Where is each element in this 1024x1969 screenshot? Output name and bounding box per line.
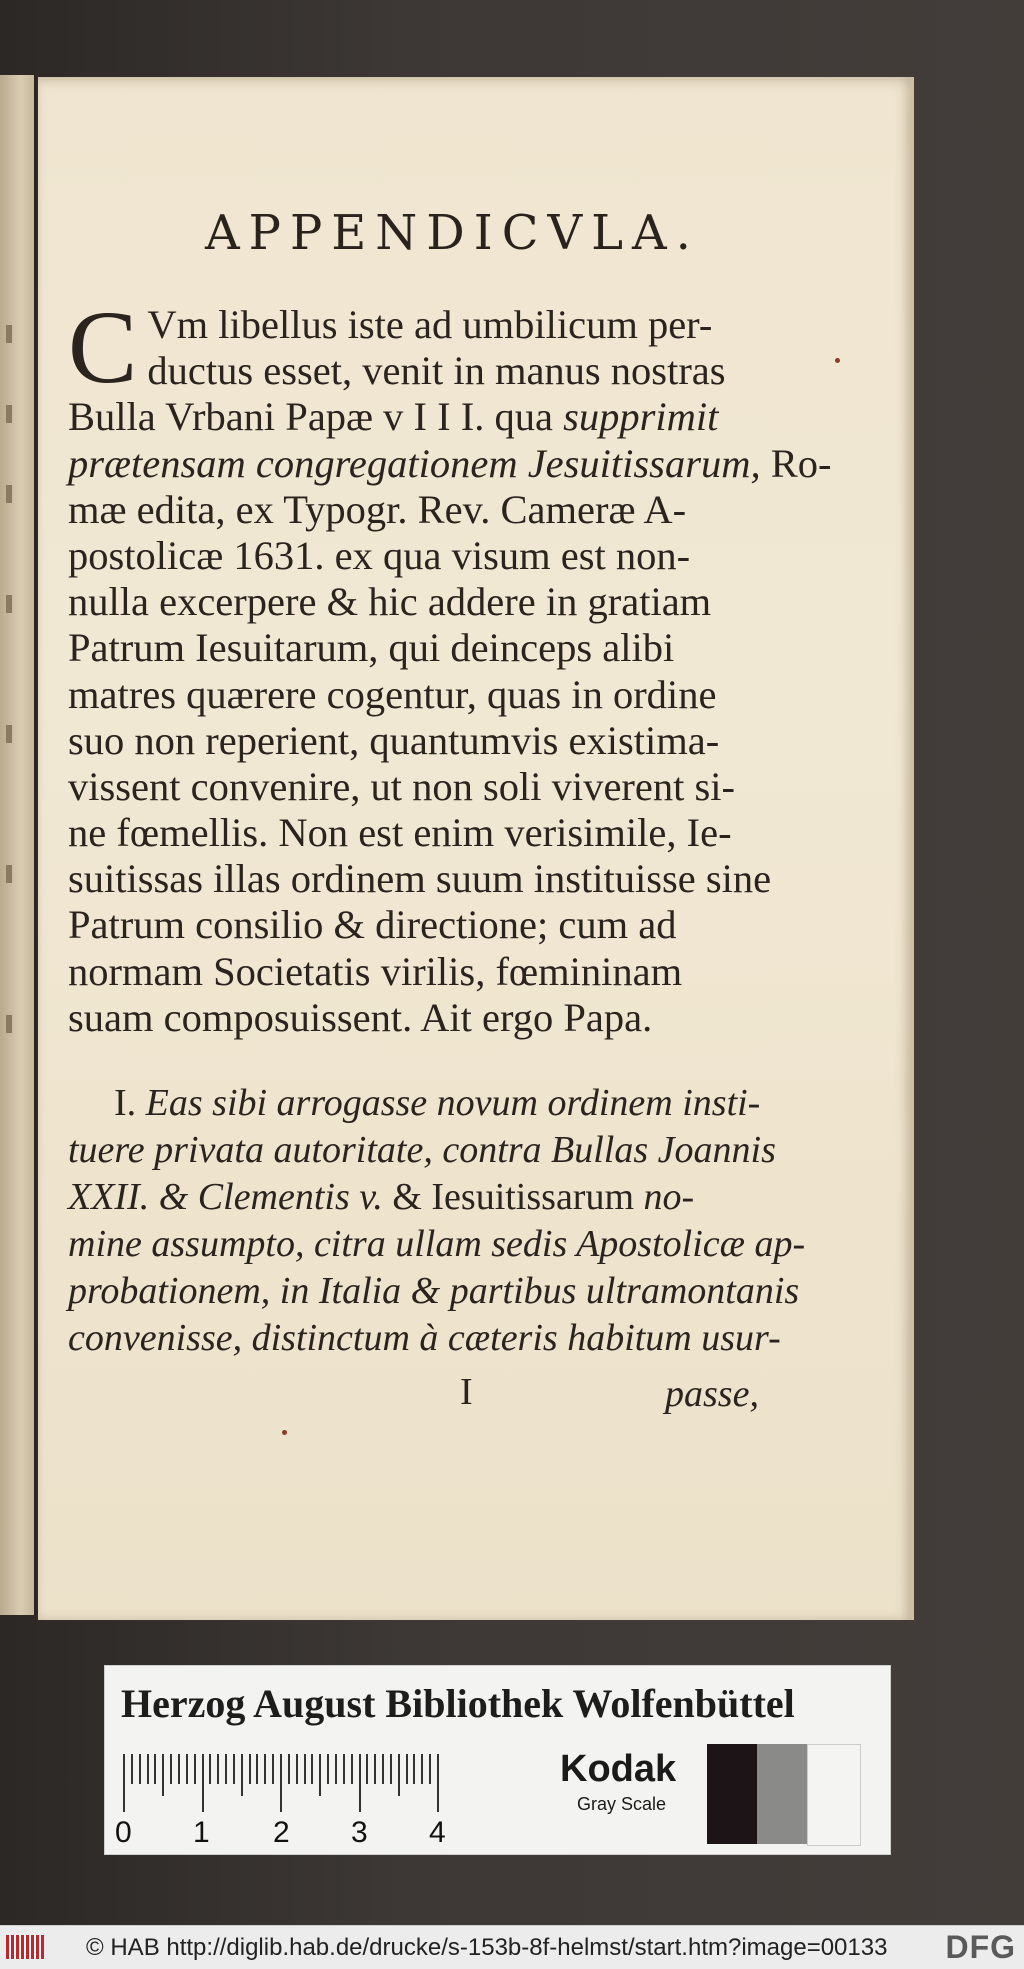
color-reference-card bbox=[104, 1665, 891, 1855]
text-line: suam composuissent. Ait ergo Papa. bbox=[68, 994, 653, 1040]
adjacent-page-edge bbox=[0, 75, 36, 1615]
text-line: nulla excerpere & hic addere in gratiam bbox=[68, 579, 712, 625]
ruler-tick bbox=[359, 1754, 361, 1812]
text-line: ne fœmellis. Non est enim verisimile, Ie- bbox=[68, 810, 732, 856]
measurement-ruler bbox=[115, 1754, 523, 1849]
paragraph-2 bbox=[68, 1080, 806, 1362]
text-segment: Bulla Vrbani Papæ v I I I. qua bbox=[68, 394, 564, 440]
ruler-tick bbox=[162, 1754, 164, 1796]
kodak-logo: Kodak bbox=[560, 1748, 677, 1790]
hab-logo-icon bbox=[6, 1935, 44, 1959]
ruler-tick bbox=[139, 1754, 141, 1784]
text-line bbox=[68, 394, 758, 440]
ruler-tick bbox=[186, 1754, 188, 1784]
text-line: tuere privata autoritate, contra Bullas Joannis bbox=[68, 1129, 776, 1171]
text-line: normam Societatis virilis, fœmininam bbox=[68, 948, 683, 994]
ruler-tick bbox=[233, 1754, 235, 1784]
ruler-tick bbox=[413, 1754, 415, 1784]
ruler-tick bbox=[351, 1754, 353, 1784]
ruler-tick bbox=[421, 1754, 423, 1784]
ruler-tick bbox=[327, 1754, 329, 1784]
ruler-tick bbox=[296, 1754, 298, 1784]
ruler-tick bbox=[382, 1754, 384, 1784]
page-heading: APPENDICVLA. bbox=[205, 205, 700, 261]
text-line: convenisse, distinctum à cæteris habitum usur- bbox=[68, 1317, 781, 1359]
text-line: postolicæ 1631. ex qua visum est non- bbox=[68, 532, 691, 578]
ruler-tick bbox=[437, 1754, 439, 1812]
gray-patch-white bbox=[807, 1744, 861, 1846]
text-line: Patrum Iesuitarum, qui deinceps alibi bbox=[68, 625, 675, 671]
institution-name: Herzog August Bibliothek Wolfenbüttel bbox=[121, 1681, 795, 1726]
ruler-tick bbox=[288, 1754, 290, 1784]
text-line bbox=[68, 1080, 761, 1127]
viewer-footer bbox=[0, 1925, 1024, 1969]
paper-speck bbox=[835, 358, 840, 363]
gray-scale-label: Gray Scale bbox=[577, 1794, 667, 1814]
text-segment-italic: XXII. & Clementis v. bbox=[68, 1176, 393, 1218]
text-line: matres quærere cogentur, quas in ordine bbox=[68, 671, 717, 717]
ruler-number: 0 bbox=[115, 1816, 132, 1849]
ruler-tick bbox=[131, 1754, 133, 1784]
paper-speck bbox=[282, 1430, 287, 1435]
text-line bbox=[68, 440, 832, 487]
ruler-tick bbox=[406, 1754, 408, 1784]
text-line: Vm libellus iste ad umbilicum per- bbox=[147, 302, 713, 347]
text-line: ductus esset, venit in manus nostras bbox=[147, 348, 726, 394]
catchword: passe, bbox=[665, 1373, 759, 1415]
ruler-number: 4 bbox=[429, 1816, 446, 1849]
text-line bbox=[68, 1174, 758, 1221]
text-line: mæ edita, ex Typogr. Rev. Cameræ A- bbox=[68, 486, 687, 532]
text-line: vissent convenire, ut non soli viverent si- bbox=[68, 763, 736, 809]
ruler-tick bbox=[319, 1754, 321, 1796]
ruler-tick bbox=[272, 1754, 274, 1784]
ruler-tick bbox=[217, 1754, 219, 1784]
text-segment-italic: prætensam congregationem Jesuitissarum, bbox=[68, 440, 761, 486]
gray-patch-mid bbox=[757, 1744, 807, 1844]
ruler-tick bbox=[264, 1754, 266, 1784]
ruler-tick bbox=[209, 1754, 211, 1784]
text-line: probationem, in Italia & partibus ultramontanis bbox=[68, 1270, 800, 1312]
text-segment-italic: supprimit bbox=[563, 394, 719, 440]
ruler-tick bbox=[202, 1754, 204, 1812]
text-line: mine assumpto, citra ullam sedis Apostolicæ ap- bbox=[68, 1223, 806, 1265]
text-segment: Ro- bbox=[760, 440, 832, 486]
text-segment-italic: no- bbox=[643, 1176, 695, 1218]
ruler-tick bbox=[304, 1754, 306, 1784]
ruler-tick bbox=[154, 1754, 156, 1784]
copyright-url: © HAB http://diglib.hab.de/drucke/s-153b-8f-helmst/start.htm?image=00133 bbox=[86, 1934, 888, 1961]
ruler-tick bbox=[390, 1754, 392, 1784]
ruler-tick bbox=[178, 1754, 180, 1784]
ruler-number: 1 bbox=[193, 1816, 210, 1849]
text-line: suitissas illas ordinem suum instituisse sine bbox=[68, 856, 772, 902]
signature-mark: I bbox=[460, 1371, 473, 1413]
ruler-tick bbox=[280, 1754, 282, 1812]
ruler-tick bbox=[429, 1754, 431, 1784]
text-line: suo non reperient, quantumvis existima- bbox=[68, 717, 720, 763]
ruler-number: 2 bbox=[273, 1816, 290, 1849]
drop-cap: C bbox=[68, 290, 138, 405]
ruler-number: 3 bbox=[351, 1816, 368, 1849]
ruler-tick bbox=[311, 1754, 313, 1784]
paragraph-1 bbox=[68, 290, 832, 1041]
ruler-tick bbox=[225, 1754, 227, 1784]
ruler-tick bbox=[123, 1754, 125, 1812]
ruler-tick bbox=[398, 1754, 400, 1796]
ruler-tick bbox=[374, 1754, 376, 1784]
ruler-tick bbox=[194, 1754, 196, 1784]
ruler-tick bbox=[366, 1754, 368, 1784]
dfg-logo: DFG bbox=[945, 1929, 1016, 1965]
ruler-tick bbox=[343, 1754, 345, 1784]
ruler-tick bbox=[241, 1754, 243, 1796]
gray-patch-black bbox=[707, 1744, 757, 1844]
item-number: I. bbox=[114, 1082, 146, 1124]
text-line: Patrum consilio & directione; cum ad bbox=[68, 902, 677, 948]
text-segment: & Iesuitissarum bbox=[392, 1176, 644, 1218]
ruler-tick bbox=[335, 1754, 337, 1784]
text-segment-italic: Eas sibi arrogasse novum ordinem insti- bbox=[145, 1082, 761, 1124]
ruler-tick bbox=[147, 1754, 149, 1784]
ruler-tick bbox=[170, 1754, 172, 1784]
ruler-tick bbox=[256, 1754, 258, 1784]
ruler-tick bbox=[249, 1754, 251, 1784]
